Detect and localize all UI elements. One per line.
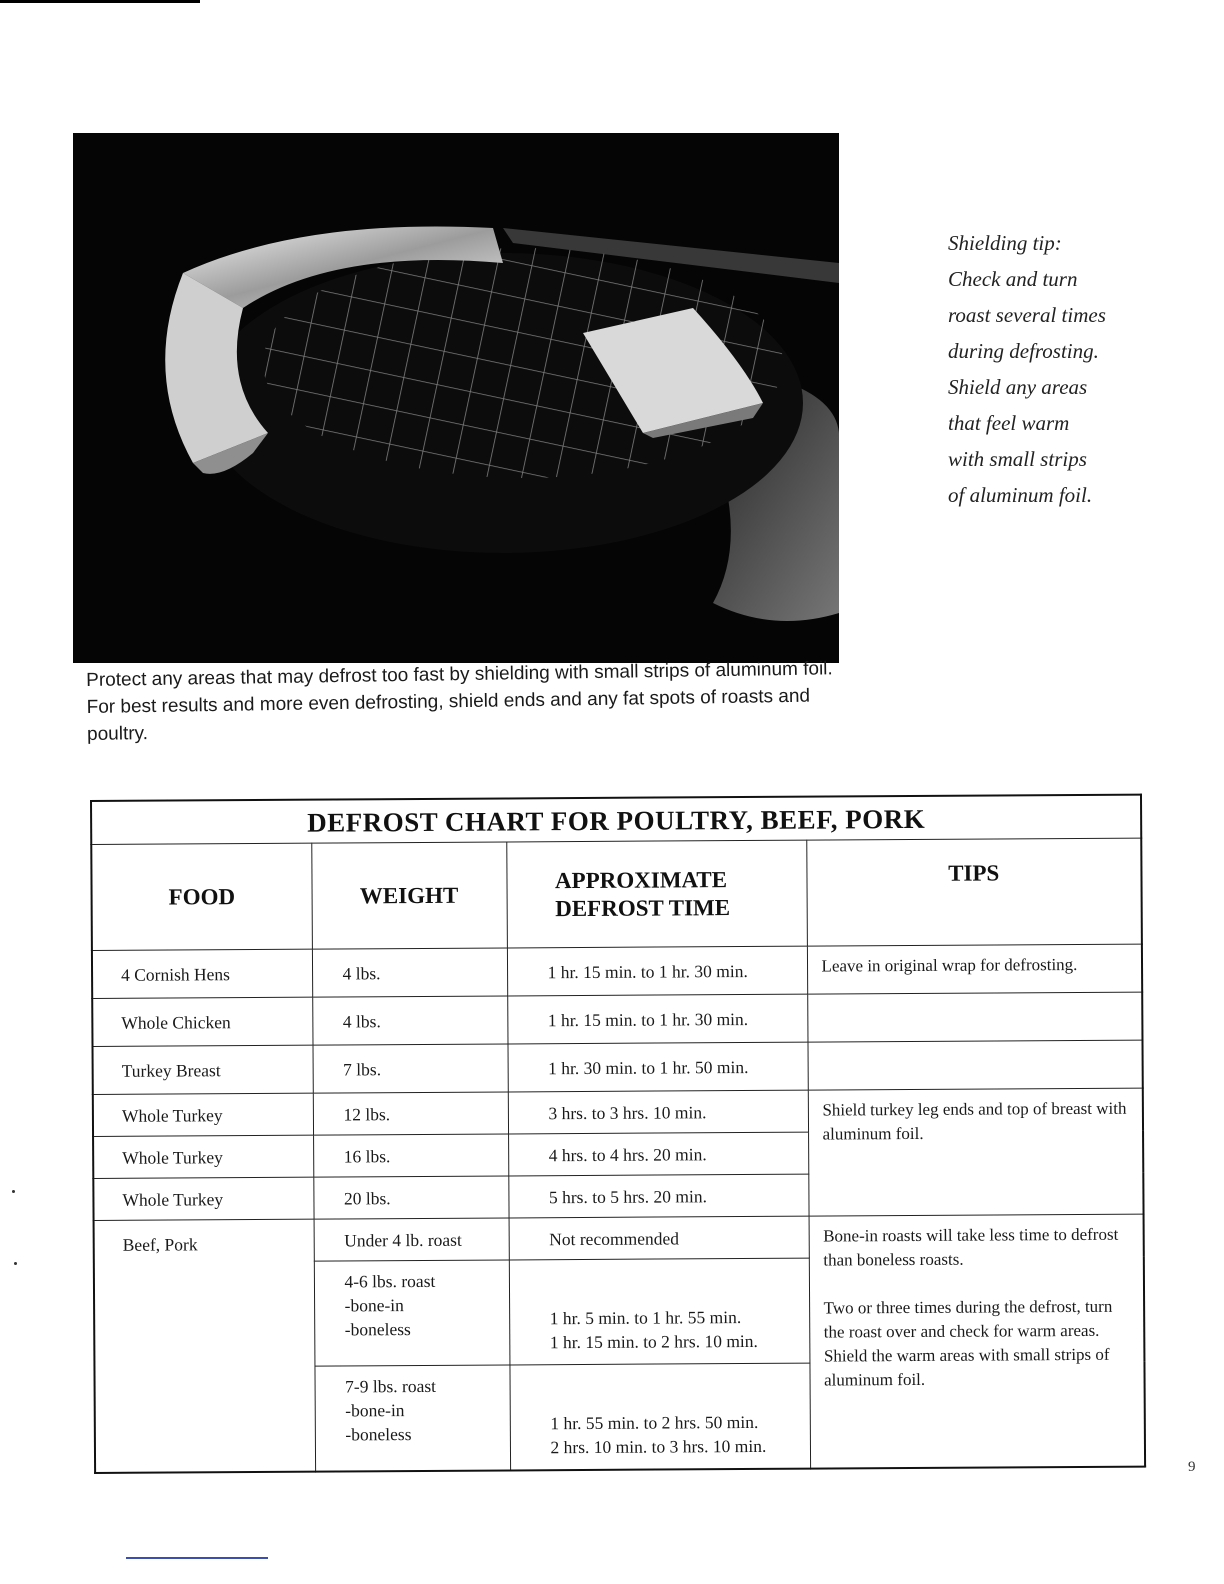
- shielding-tip-line: Shield any areas: [948, 375, 1088, 399]
- time-cell: [509, 1363, 810, 1470]
- time-line: 1 hr. 15 min. to 2 hrs. 10 min.: [549, 1330, 758, 1353]
- time-cell: 4 hrs. to 4 hrs. 20 min.: [508, 1132, 808, 1176]
- weight-line: -boneless: [345, 1424, 412, 1445]
- weight-cell: 4 lbs.: [312, 948, 507, 997]
- time-cell: [509, 1258, 810, 1365]
- tip-cell: Shield turkey leg ends and top of breast with aluminum foil.: [808, 1088, 1144, 1216]
- header-weight: WEIGHT: [311, 842, 507, 949]
- weight-line: -bone-in: [344, 1295, 404, 1316]
- food-cell: Whole Turkey: [93, 1135, 313, 1178]
- table-row: [92, 992, 1142, 1046]
- shielding-tip-line: with small strips: [948, 447, 1087, 471]
- food-cell: Whole Turkey: [93, 1093, 313, 1136]
- header-defrost-time: [506, 840, 807, 948]
- food-cell: Beef, Pork: [94, 1219, 316, 1473]
- table-row: [92, 944, 1142, 998]
- time-cell: 5 hrs. to 5 hrs. 20 min.: [508, 1174, 808, 1218]
- weight-cell: 4 lbs.: [312, 996, 507, 1045]
- weight-line: 7-9 lbs. roast: [345, 1375, 437, 1397]
- shielding-tip: [948, 225, 1148, 513]
- time-cell: Not recommended: [509, 1216, 809, 1260]
- weight-cell: 20 lbs.: [313, 1176, 508, 1219]
- tip-cell: [809, 1214, 1146, 1469]
- tip-cell: Leave in original wrap for defrosting.: [807, 944, 1142, 994]
- food-cell: 4 Cornish Hens: [92, 949, 312, 998]
- tip-paragraph: Two or three times during the defrost, turn the roast over and check for warm areas. Shield the warm areas with small strips of aluminum foil.: [823, 1296, 1113, 1390]
- table-row: [93, 1088, 1143, 1136]
- shielding-tip-line: during defrosting.: [948, 339, 1099, 363]
- scan-speck: [12, 1190, 15, 1193]
- weight-cell: Under 4 lb. roast: [314, 1218, 509, 1261]
- header-tips: TIPS: [806, 838, 1142, 946]
- top-rule: [0, 0, 200, 3]
- time-line: 1 hr. 55 min. to 2 hrs. 50 min.: [550, 1411, 759, 1434]
- food-cell: Turkey Breast: [93, 1045, 313, 1094]
- weight-cell: 7 lbs.: [313, 1044, 508, 1093]
- shielding-tip-line: Check and turn: [948, 267, 1078, 291]
- shielding-tip-line: that feel warm: [948, 411, 1070, 435]
- scan-speck: [14, 1262, 17, 1265]
- page-number: 9: [1188, 1459, 1196, 1475]
- weight-cell: 16 lbs.: [313, 1134, 508, 1177]
- shielding-tip-line: roast several times: [948, 303, 1106, 327]
- food-cell: Whole Turkey: [93, 1177, 313, 1220]
- weight-line: -bone-in: [345, 1400, 405, 1421]
- shielding-tip-line: Shielding tip:: [948, 231, 1062, 255]
- header-time-line1: APPROXIMATE: [554, 866, 728, 893]
- table-row: [93, 1040, 1143, 1094]
- defrost-chart: [90, 794, 1144, 1458]
- food-cell: Whole Chicken: [92, 997, 312, 1046]
- weight-cell: 12 lbs.: [313, 1092, 508, 1135]
- shielding-tip-line: of aluminum foil.: [948, 483, 1093, 507]
- defrost-chart-table: [90, 794, 1146, 1474]
- chart-title: DEFROST CHART FOR POULTRY, BEEF, PORK: [91, 795, 1141, 845]
- weight-cell: [314, 1260, 510, 1366]
- time-line: 2 hrs. 10 min. to 3 hrs. 10 min.: [550, 1435, 767, 1458]
- weight-line: 4-6 lbs. roast: [344, 1270, 436, 1292]
- time-line: 1 hr. 5 min. to 1 hr. 55 min.: [549, 1307, 742, 1329]
- weight-line: -boneless: [344, 1319, 411, 1340]
- tip-cell-empty: [807, 992, 1142, 1042]
- time-cell: 1 hr. 15 min. to 1 hr. 30 min.: [507, 946, 807, 996]
- photo-caption: Protect any areas that may defrost too fast by shielding with small strips of aluminum foil. For best results and more even defrosting, shield ends and any fat spots of roasts and poultry.: [86, 658, 833, 745]
- weight-cell: [314, 1365, 510, 1472]
- time-cell: 1 hr. 15 min. to 1 hr. 30 min.: [507, 994, 807, 1044]
- header-food: FOOD: [91, 843, 312, 950]
- bottom-rule: [126, 1557, 268, 1559]
- tip-paragraph: Bone-in roasts will take less time to defrost than boneless roasts.: [823, 1224, 1119, 1270]
- foil-shielded-roast-photo: [73, 133, 839, 663]
- header-time-line2: DEFROST TIME: [555, 894, 731, 921]
- roast-photo: [73, 133, 839, 663]
- time-cell: 3 hrs. to 3 hrs. 10 min.: [508, 1090, 808, 1134]
- table-row: [94, 1214, 1144, 1262]
- time-cell: 1 hr. 30 min. to 1 hr. 50 min.: [507, 1042, 807, 1092]
- tip-cell-empty: [807, 1040, 1142, 1090]
